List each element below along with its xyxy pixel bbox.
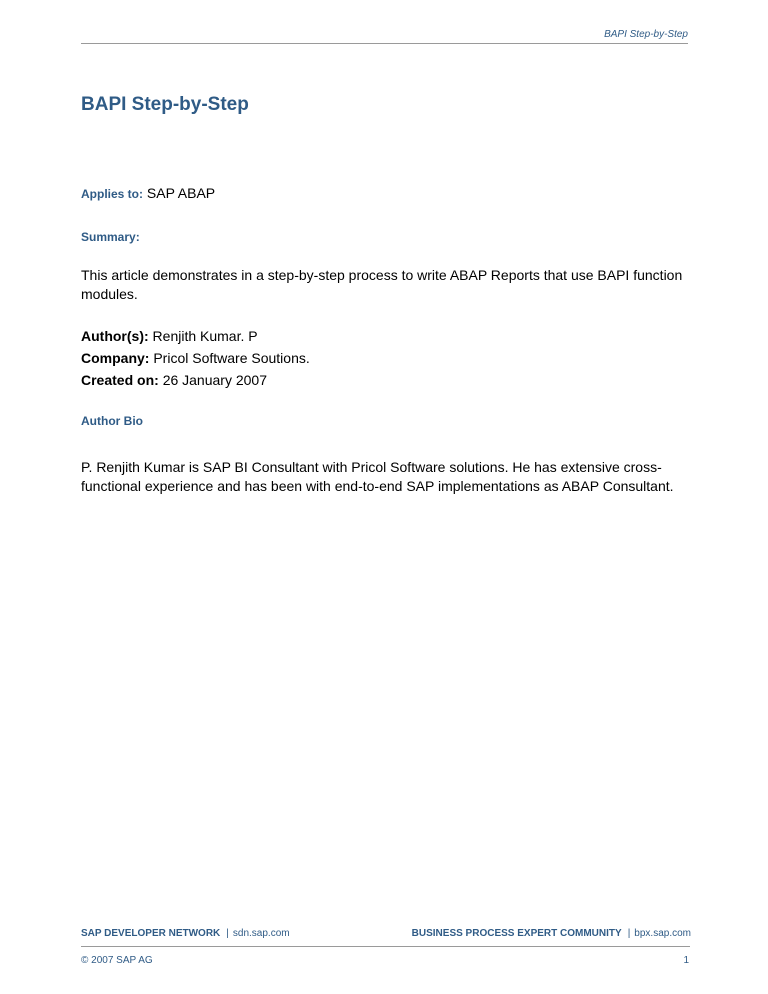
created-on-label: Created on: (81, 372, 159, 388)
created-on-line (81, 372, 267, 388)
company-label: Company: (81, 350, 150, 366)
created-on-value: 26 January 2007 (162, 372, 267, 388)
footer-sdn-name: SAP DEVELOPER NETWORK (81, 928, 221, 939)
applies-to-label: Applies to: (81, 187, 143, 201)
author-bio-label: Author Bio (81, 414, 143, 428)
applies-to-line (81, 185, 215, 201)
running-header: BAPI Step-by-Step (604, 29, 688, 40)
summary-label: Summary: (81, 230, 140, 244)
footer-sdn-url: sdn.sap.com (232, 928, 290, 939)
footer-sdn-separator: | (226, 928, 229, 939)
footer-bpx-url: bpx.sap.com (634, 928, 691, 939)
summary-text: This article demonstrates in a step-by-step process to write ABAP Reports that use BAPI function modules. (81, 267, 683, 302)
page-number: 1 (683, 955, 689, 966)
footer-bpx-name: BUSINESS PROCESS EXPERT COMMUNITY (411, 928, 622, 939)
company-line (81, 350, 310, 366)
author-label: Author(s): (81, 328, 149, 344)
header-divider (81, 43, 688, 44)
footer-bpx-separator: | (627, 928, 631, 939)
author-value: Renjith Kumar. P (152, 328, 258, 344)
copyright-notice: © 2007 SAP AG (81, 955, 153, 966)
author-bio-text: P. Renjith Kumar is SAP BI Consultant with Pricol Software solutions. He has extensive cross-functional experience and has been with end-to-end SAP implementations as ABAP Consultant. (81, 459, 674, 494)
footer-sdn (81, 928, 290, 939)
author-line (81, 328, 258, 344)
company-value: Pricol Software Soutions. (153, 350, 310, 366)
footer-bpx (412, 928, 691, 939)
footer-divider (81, 946, 690, 947)
applies-to-value: SAP ABAP (146, 185, 216, 201)
document-title: BAPI Step-by-Step (81, 94, 249, 115)
